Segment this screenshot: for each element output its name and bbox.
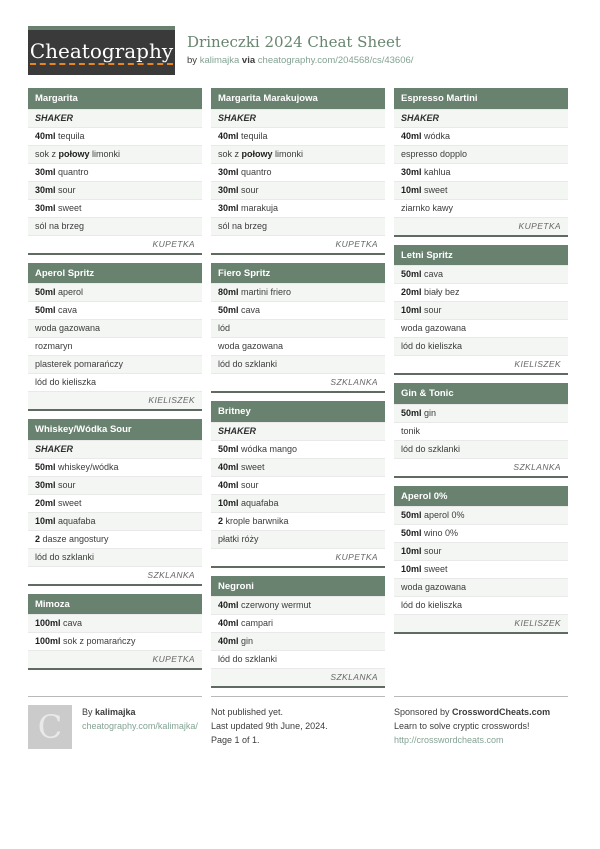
glass-type-label: KUPETKA [211, 235, 385, 253]
last-updated: Last updated 9th June, 2024. [211, 721, 328, 731]
ingredient-row: 40ml campari [211, 614, 385, 632]
ingredient-row: lód do kieliszka [394, 337, 568, 355]
ingredient-row: 10ml sour [394, 542, 568, 560]
ingredient-row: 30ml quantro [211, 163, 385, 181]
ingredient-row: lód [211, 319, 385, 337]
ingredient-row: SHAKER [28, 440, 202, 458]
footer-status-section [211, 696, 385, 749]
ingredient-row: 40ml tequila [28, 127, 202, 145]
ingredient-row: SHAKER [211, 422, 385, 440]
ingredient-row: lód do kieliszka [28, 373, 202, 391]
footer-author-section [28, 696, 202, 749]
recipe-card-title: Espresso Martini [394, 88, 568, 109]
ingredient-row: 30ml sour [28, 476, 202, 494]
ingredient-row: 40ml sour [211, 476, 385, 494]
ingredient-row: 2 dasze angostury [28, 530, 202, 548]
ingredient-row: 50ml gin [394, 404, 568, 422]
byline-by-label: by [187, 54, 200, 66]
glass-type-label: SZKLANKA [211, 668, 385, 686]
footer-by-label: By [82, 707, 96, 717]
ingredient-row: woda gazowana [394, 578, 568, 596]
sponsor-tagline: Learn to solve cryptic crosswords! [394, 721, 530, 731]
sponsor-link[interactable]: http://crosswordcheats.com [394, 735, 504, 745]
ingredient-row: 30ml sour [211, 181, 385, 199]
ingredient-row: ziarnko kawy [394, 199, 568, 217]
recipe-card [394, 245, 568, 376]
ingredient-row: 20ml biały bez [394, 283, 568, 301]
ingredient-row: espresso dopplo [394, 145, 568, 163]
card-columns [28, 88, 600, 688]
recipe-card [394, 383, 568, 478]
glass-type-label: KUPETKA [28, 650, 202, 668]
ingredient-row: lód do szklanki [211, 650, 385, 668]
ingredient-row: 30ml sour [28, 181, 202, 199]
ingredient-row: 50ml cava [211, 301, 385, 319]
ingredient-row: lód do szklanki [28, 548, 202, 566]
glass-type-label: KIELISZEK [28, 391, 202, 409]
byline-via-label: via [239, 54, 258, 66]
ingredient-row: 30ml kahlua [394, 163, 568, 181]
page-footer [28, 696, 600, 749]
sponsor-prefix: Sponsored by [394, 707, 453, 717]
author-link[interactable]: kalimajka [199, 54, 240, 66]
recipe-card-title: Fiero Spritz [211, 263, 385, 284]
glass-type-label: SZKLANKA [394, 458, 568, 476]
ingredient-row: 40ml wódka [394, 127, 568, 145]
ingredient-row: 50ml cava [28, 301, 202, 319]
ingredient-row: plasterek pomarańczy [28, 355, 202, 373]
ingredient-row: 50ml wódka mango [211, 440, 385, 458]
sheet-url-link[interactable]: cheatography.com/204568/cs/43606/ [257, 54, 414, 66]
column-1 [28, 88, 202, 688]
ingredient-row: SHAKER [394, 109, 568, 127]
page-header [28, 26, 600, 75]
ingredient-row: 50ml whiskey/wódka [28, 458, 202, 476]
column-3 [394, 88, 568, 688]
ingredient-row: 40ml tequila [211, 127, 385, 145]
recipe-card [394, 486, 568, 635]
ingredient-row: lód do szklanki [211, 355, 385, 373]
ingredient-row: 50ml aperol [28, 283, 202, 301]
ingredient-row: 100ml sok z pomarańczy [28, 632, 202, 650]
avatar-letter: C [37, 708, 63, 746]
ingredient-row: woda gazowana [394, 319, 568, 337]
cheatography-logo[interactable] [28, 26, 175, 75]
ingredient-row: 30ml sweet [28, 199, 202, 217]
ingredient-row: 10ml sour [394, 301, 568, 319]
byline [187, 55, 413, 66]
ingredient-row: 40ml sweet [211, 458, 385, 476]
ingredient-row: 20ml sweet [28, 494, 202, 512]
recipe-card [211, 263, 385, 394]
ingredient-row: sól na brzeg [211, 217, 385, 235]
ingredient-row: lód do szklanki [394, 440, 568, 458]
title-block [187, 26, 413, 66]
glass-type-label: KIELISZEK [394, 614, 568, 632]
recipe-card-title: Letni Spritz [394, 245, 568, 266]
recipe-card [394, 88, 568, 237]
footer-author-link[interactable]: cheatography.com/kalimajka/ [82, 721, 198, 731]
sponsor-line [394, 705, 568, 719]
ingredient-row: 2 krople barwnika [211, 512, 385, 530]
ingredient-row: 100ml cava [28, 614, 202, 632]
ingredient-row: lód do kieliszka [394, 596, 568, 614]
ingredient-row: 10ml aquafaba [28, 512, 202, 530]
ingredient-row: 80ml martini friero [211, 283, 385, 301]
ingredient-row: płatki róży [211, 530, 385, 548]
footer-author-name: kalimajka [95, 707, 136, 717]
recipe-card [28, 594, 202, 671]
recipe-card [211, 88, 385, 255]
recipe-card-title: Negroni [211, 576, 385, 597]
recipe-card-title: Gin & Tonic [394, 383, 568, 404]
ingredient-row: tonik [394, 422, 568, 440]
recipe-card [211, 401, 385, 568]
ingredient-row: 50ml wino 0% [394, 524, 568, 542]
column-2 [211, 88, 385, 688]
recipe-card-title: Aperol Spritz [28, 263, 202, 284]
glass-type-label: KUPETKA [211, 548, 385, 566]
recipe-card [28, 88, 202, 255]
ingredient-row: woda gazowana [28, 319, 202, 337]
recipe-card-title: Mimoza [28, 594, 202, 615]
ingredient-row: SHAKER [211, 109, 385, 127]
ingredient-row: 10ml sweet [394, 560, 568, 578]
ingredient-row: sól na brzeg [28, 217, 202, 235]
recipe-card [28, 263, 202, 412]
ingredient-row: sok z połowy limonki [28, 145, 202, 163]
recipe-card-title: Margarita Marakujowa [211, 88, 385, 109]
footer-sponsor-section [394, 696, 568, 749]
glass-type-label: KUPETKA [394, 217, 568, 235]
ingredient-row: sok z połowy limonki [211, 145, 385, 163]
recipe-card [28, 419, 202, 586]
ingredient-row: rozmaryn [28, 337, 202, 355]
recipe-card [211, 576, 385, 689]
ingredient-row: 50ml aperol 0% [394, 506, 568, 524]
ingredient-row: 10ml sweet [394, 181, 568, 199]
page-title: Drineczki 2024 Cheat Sheet [187, 33, 401, 51]
glass-type-label: SZKLANKA [28, 566, 202, 584]
ingredient-row: 40ml czerwony wermut [211, 596, 385, 614]
glass-type-label: KUPETKA [28, 235, 202, 253]
recipe-card-title: Whiskey/Wódka Sour [28, 419, 202, 440]
publish-status: Not published yet. [211, 707, 284, 717]
recipe-card-title: Britney [211, 401, 385, 422]
ingredient-row: 10ml aquafaba [211, 494, 385, 512]
glass-type-label: SZKLANKA [211, 373, 385, 391]
cheatography-logo-text: Cheatography [29, 38, 174, 63]
ingredient-row: 40ml gin [211, 632, 385, 650]
ingredient-row: SHAKER [28, 109, 202, 127]
ingredient-row: 30ml quantro [28, 163, 202, 181]
sponsor-name: CrosswordCheats.com [452, 707, 551, 717]
avatar[interactable] [28, 705, 72, 749]
page-count: Page 1 of 1. [211, 735, 260, 745]
recipe-card-title: Aperol 0% [394, 486, 568, 507]
glass-type-label: KIELISZEK [394, 355, 568, 373]
ingredient-row: 50ml cava [394, 265, 568, 283]
ingredient-row: woda gazowana [211, 337, 385, 355]
ingredient-row: 30ml marakuja [211, 199, 385, 217]
recipe-card-title: Margarita [28, 88, 202, 109]
